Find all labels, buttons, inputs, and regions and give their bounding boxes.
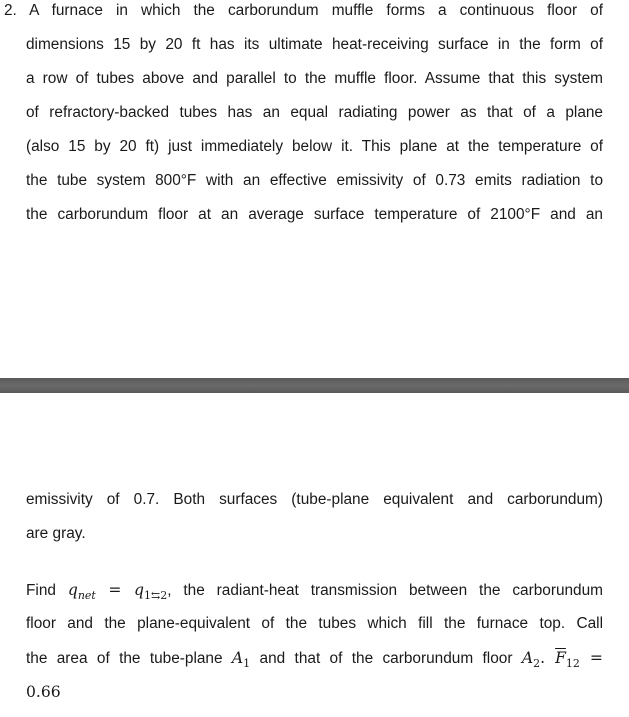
problem-line-5: (also 15 by 20 ft) just immediately below it. This plane at the temperature of (26, 138, 603, 155)
problem-line-3: a row of tubes above and parallel to the muffle floor. Assume that this system (26, 70, 603, 87)
problem-line-6: the tube system 800°F with an effective emissivity of 0.73 emits radiation to (26, 172, 603, 189)
problem-number: 2. (4, 2, 17, 19)
problem-line-1: 2. A furnace in which the carborundum muffle forms a continuous floor of (4, 2, 603, 19)
problem-line-4: of refractory-backed tubes has an equal radiating power as that of a plane (26, 104, 603, 121)
page-divider (0, 378, 629, 393)
area-a2-symbol: $A_2$. $\overline{F}_{12}$ = (521, 649, 603, 670)
find-line-1: Find $q_{net} = q_{1⇆2}$, the radiant-heat transmission between the carborundum (26, 581, 604, 602)
area-a1-symbol: $A_1$ (231, 649, 251, 670)
find-line-3: the area of the tube-plane $A_1$ and that of the carborundum floor $A_2$. $\overline{F}_{12}$ = (26, 649, 603, 670)
q-net-symbol: $q_{net} = q_{1⇆2}$ (67, 581, 168, 602)
find-line-2: floor and the plane-equivalent of the tubes which fill the furnace top. Call (26, 615, 603, 632)
problem-text-bottom (0, 393, 629, 717)
problem-line-9: are gray. (26, 525, 86, 542)
problem-line-2: dimensions 15 by 20 ft has its ultimate heat-receiving surface in the form of (26, 36, 603, 53)
problem-line-8: emissivity of 0.7. Both surfaces (tube-plane equivalent and carborundum) (26, 491, 603, 508)
shape-factor-value: 0.66 (26, 683, 61, 701)
problem-line-7: the carborundum floor at an average surface temperature of 2100°F and an (26, 206, 603, 223)
